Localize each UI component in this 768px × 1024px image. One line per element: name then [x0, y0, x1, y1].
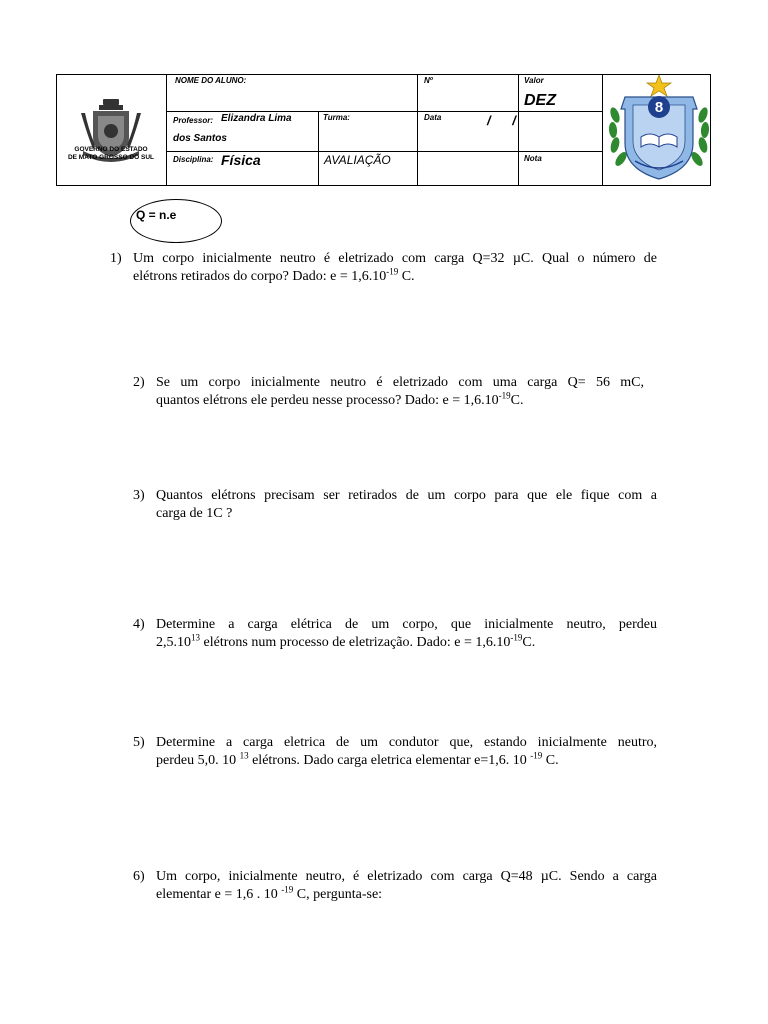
professor-label: Professor: — [173, 116, 214, 125]
subject-value: Física — [221, 152, 261, 168]
question-6 — [156, 868, 657, 904]
question-line: Quantos elétrons precisam ser retirados de um corpo para que ele fique com a — [156, 488, 657, 503]
question-line: perdeu 5,0. 10 $^{13}$ elétrons. Dado carga eletrica elementar e=1,6. 10 $^{-19}$ C. — [156, 750, 559, 768]
question-line: Determine a carga eletrica de um condutor que, estando inicialmente neutro, — [156, 735, 657, 750]
question-number: 3) — [133, 488, 145, 503]
question-5 — [156, 734, 657, 770]
date-label: Data — [424, 113, 442, 122]
question-line: Se um corpo inicialmente neutro é eletrizado com uma carga Q= 56 mC, — [156, 375, 644, 390]
grade-value: DEZ — [524, 92, 556, 109]
grade-value-label: Valor — [524, 76, 544, 85]
question-number: 4) — [133, 617, 145, 632]
question-number: 5) — [133, 735, 145, 750]
school-emblem-icon — [607, 75, 711, 185]
question-line: Um corpo, inicialmente neutro, é eletrizado com carga Q=48 µC. Sendo a carga — [156, 869, 657, 884]
question-2 — [156, 374, 644, 410]
government-name-line1: GOVERNO DO ESTADO — [74, 146, 148, 153]
student-number-label: Nº — [424, 76, 433, 85]
question-3 — [156, 487, 657, 523]
professor-name-line2: dos Santos — [173, 133, 227, 144]
question-line: elementar e = 1,6 . 10 $^{-19}$ C, pergunta-se: — [156, 884, 383, 902]
government-name-line2: DE MATO GROSSO DO SUL — [67, 154, 155, 161]
divider — [166, 75, 167, 185]
evaluation-label: AVALIAÇÃO — [324, 153, 391, 167]
government-coat-of-arms-icon — [63, 89, 159, 179]
score-label: Nota — [524, 154, 542, 163]
divider — [166, 111, 602, 112]
question-line: carga de 1C ? — [156, 506, 233, 521]
student-name-label: NOME DO ALUNO: — [175, 76, 247, 85]
divider — [417, 75, 418, 185]
question-line: quantos elétrons ele perdeu nesse processo? Dado: $e = 1,6.10^{-19}C$. — [156, 390, 524, 408]
subject-label: Disciplina: — [173, 155, 214, 164]
school-number: 8 — [654, 99, 664, 116]
question-number: 6) — [133, 869, 145, 884]
question-4 — [156, 616, 657, 652]
question-line: Determine a carga elétrica de um corpo, que inicialmente neutro, perdeu — [156, 617, 657, 632]
question-1 — [133, 250, 657, 286]
class-label: Turma: — [323, 113, 350, 122]
question-number: 1) — [110, 251, 122, 266]
formula: Q = n.e — [136, 208, 177, 222]
question-line: 2,5.10$^{13}$ elétrons num processo de eletrização. Dado: $e = 1,6.10^{-19}C$. — [156, 632, 536, 650]
professor-name-line1: Elizandra Lima — [221, 113, 292, 124]
divider — [318, 111, 319, 185]
question-line: Um corpo inicialmente neutro é eletrizado com carga Q=32 µC. Qual o número de — [133, 251, 657, 266]
divider — [518, 75, 519, 185]
header-table — [56, 74, 711, 186]
question-line: elétrons retirados do corpo? Dado: $e = 1,6.10^{-19}$ C. — [133, 266, 415, 284]
date-slashes: / / — [487, 113, 516, 128]
divider — [602, 75, 603, 185]
question-number: 2) — [133, 375, 145, 390]
